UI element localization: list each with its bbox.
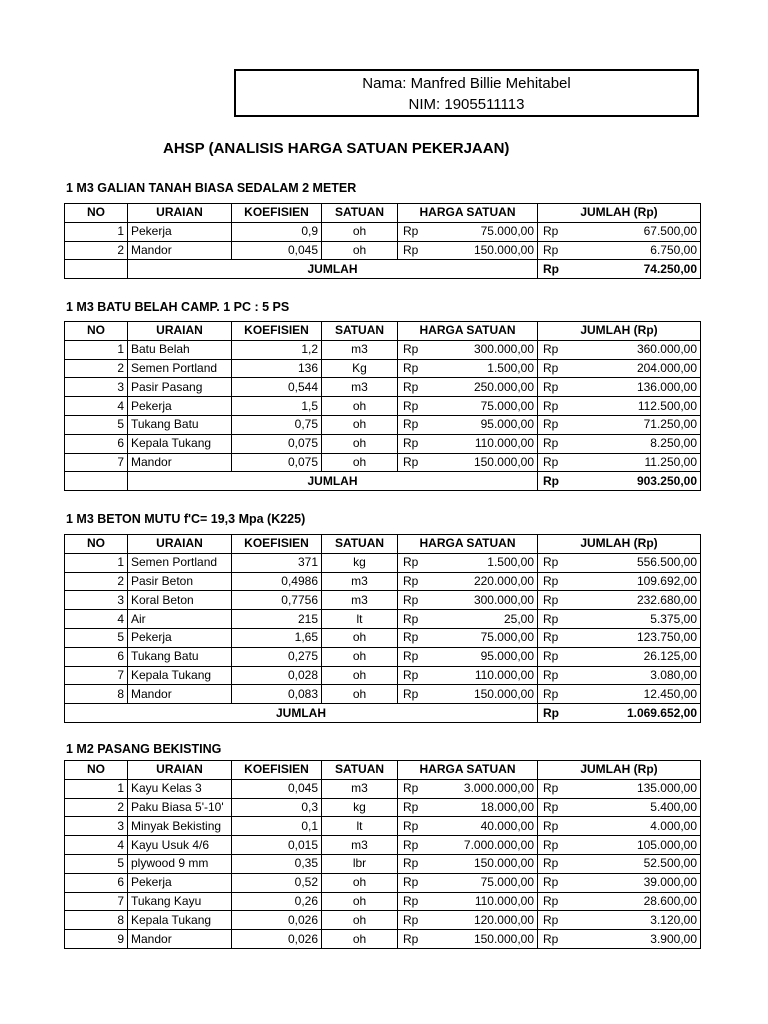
cell-jumlah: 123.750,00 <box>566 628 701 647</box>
cell-uraian: Minyak Bekisting <box>128 817 232 836</box>
table-row <box>65 628 701 647</box>
cell-jumlah: 3.900,00 <box>566 930 701 949</box>
cell-uraian: Pasir Beton <box>128 572 232 591</box>
cell-no: 7 <box>65 892 128 911</box>
cell-harga-currency: Rp <box>398 666 426 685</box>
total-currency: Rp <box>538 472 566 491</box>
cell-harga-currency: Rp <box>398 434 426 453</box>
cell-koefisien: 1,65 <box>232 628 322 647</box>
cell-jumlah-currency: Rp <box>538 647 566 666</box>
total-label: JUMLAH <box>65 704 538 723</box>
cell-no: 4 <box>65 397 128 416</box>
cell-uraian: Kayu Usuk 4/6 <box>128 836 232 855</box>
cell-jumlah: 135.000,00 <box>566 779 701 798</box>
cell-jumlah: 556.500,00 <box>566 553 701 572</box>
total-label: JUMLAH <box>128 472 538 491</box>
cell-satuan: m3 <box>322 591 398 610</box>
cell-harga-currency: Rp <box>398 359 426 378</box>
cell-harga-currency: Rp <box>398 610 426 629</box>
cell-satuan: oh <box>322 647 398 666</box>
cell-jumlah-currency: Rp <box>538 873 566 892</box>
cell-harga-currency: Rp <box>398 572 426 591</box>
cell-satuan: oh <box>322 241 398 260</box>
cell-harga-currency: Rp <box>398 222 426 241</box>
cell-jumlah: 109.692,00 <box>566 572 701 591</box>
cell-koefisien: 0,52 <box>232 873 322 892</box>
total-amount: 74.250,00 <box>566 260 701 279</box>
header-harga-satuan: HARGA SATUAN <box>398 204 538 223</box>
cell-koefisien: 0,045 <box>232 779 322 798</box>
cell-koefisien: 0,275 <box>232 647 322 666</box>
cell-harga-currency: Rp <box>398 873 426 892</box>
cell-koefisien: 0,075 <box>232 434 322 453</box>
ahsp-table <box>64 534 701 723</box>
header-satuan: SATUAN <box>322 535 398 554</box>
cell-koefisien: 0,026 <box>232 911 322 930</box>
cell-koefisien: 0,083 <box>232 685 322 704</box>
cell-satuan: oh <box>322 434 398 453</box>
ahsp-table <box>64 203 701 279</box>
cell-no: 2 <box>65 798 128 817</box>
total-spacer <box>65 472 128 491</box>
cell-jumlah-currency: Rp <box>538 434 566 453</box>
header-harga-satuan: HARGA SATUAN <box>398 761 538 780</box>
cell-no: 6 <box>65 873 128 892</box>
cell-uraian: Mandor <box>128 453 232 472</box>
cell-harga: 95.000,00 <box>426 415 538 434</box>
cell-jumlah: 360.000,00 <box>566 340 701 359</box>
cell-jumlah: 11.250,00 <box>566 453 701 472</box>
table-row <box>65 873 701 892</box>
table-row <box>65 836 701 855</box>
cell-uraian: Kepala Tukang <box>128 434 232 453</box>
total-label: JUMLAH <box>128 260 538 279</box>
total-row <box>65 472 701 491</box>
cell-satuan: kg <box>322 798 398 817</box>
cell-jumlah: 105.000,00 <box>566 836 701 855</box>
cell-harga-currency: Rp <box>398 647 426 666</box>
cell-no: 2 <box>65 359 128 378</box>
cell-koefisien: 0,028 <box>232 666 322 685</box>
cell-harga-currency: Rp <box>398 241 426 260</box>
cell-harga: 75.000,00 <box>426 397 538 416</box>
cell-jumlah-currency: Rp <box>538 553 566 572</box>
section-title: 1 M3 GALIAN TANAH BIASA SEDALAM 2 METER <box>66 181 357 195</box>
cell-harga: 1.500,00 <box>426 359 538 378</box>
cell-no: 6 <box>65 647 128 666</box>
cell-jumlah: 232.680,00 <box>566 591 701 610</box>
cell-jumlah: 26.125,00 <box>566 647 701 666</box>
cell-harga: 150.000,00 <box>426 930 538 949</box>
table-row <box>65 817 701 836</box>
cell-uraian: Pekerja <box>128 628 232 647</box>
cell-harga: 3.000.000,00 <box>426 779 538 798</box>
table-row <box>65 779 701 798</box>
cell-harga-currency: Rp <box>398 911 426 930</box>
cell-jumlah-currency: Rp <box>538 591 566 610</box>
cell-koefisien: 1,5 <box>232 397 322 416</box>
total-amount: 903.250,00 <box>566 472 701 491</box>
cell-jumlah-currency: Rp <box>538 222 566 241</box>
cell-jumlah: 204.000,00 <box>566 359 701 378</box>
section-title: 1 M3 BETON MUTU f'C= 19,3 Mpa (K225) <box>66 512 306 526</box>
cell-uraian: plywood 9 mm <box>128 854 232 873</box>
cell-jumlah: 71.250,00 <box>566 415 701 434</box>
cell-satuan: oh <box>322 911 398 930</box>
cell-jumlah-currency: Rp <box>538 779 566 798</box>
cell-koefisien: 0,26 <box>232 892 322 911</box>
header-koefisien: KOEFISIEN <box>232 535 322 554</box>
cell-satuan: oh <box>322 222 398 241</box>
table-row <box>65 340 701 359</box>
cell-harga-currency: Rp <box>398 453 426 472</box>
cell-harga: 75.000,00 <box>426 873 538 892</box>
cell-harga-currency: Rp <box>398 798 426 817</box>
cell-koefisien: 0,015 <box>232 836 322 855</box>
cell-satuan: oh <box>322 873 398 892</box>
cell-no: 2 <box>65 572 128 591</box>
cell-satuan: oh <box>322 666 398 685</box>
table-row <box>65 610 701 629</box>
cell-jumlah-currency: Rp <box>538 378 566 397</box>
cell-harga: 95.000,00 <box>426 647 538 666</box>
table-row <box>65 647 701 666</box>
cell-jumlah: 4.000,00 <box>566 817 701 836</box>
cell-harga: 110.000,00 <box>426 666 538 685</box>
cell-satuan: Kg <box>322 359 398 378</box>
cell-koefisien: 0,9 <box>232 222 322 241</box>
cell-satuan: lbr <box>322 854 398 873</box>
header-jumlah: JUMLAH (Rp) <box>538 322 701 341</box>
section-title: 1 M2 PASANG BEKISTING <box>66 742 222 756</box>
cell-uraian: Pasir Pasang <box>128 378 232 397</box>
cell-uraian: Semen Portland <box>128 553 232 572</box>
header-jumlah: JUMLAH (Rp) <box>538 535 701 554</box>
cell-no: 8 <box>65 911 128 930</box>
student-nim: NIM: 1905511113 <box>408 96 525 113</box>
table-header-row <box>65 535 701 554</box>
header-jumlah: JUMLAH (Rp) <box>538 204 701 223</box>
cell-no: 8 <box>65 685 128 704</box>
header-no: NO <box>65 535 128 554</box>
cell-harga-currency: Rp <box>398 340 426 359</box>
cell-harga: 120.000,00 <box>426 911 538 930</box>
table-row <box>65 798 701 817</box>
cell-jumlah: 52.500,00 <box>566 854 701 873</box>
cell-harga-currency: Rp <box>398 930 426 949</box>
cell-no: 1 <box>65 222 128 241</box>
cell-uraian: Kayu Kelas 3 <box>128 779 232 798</box>
cell-koefisien: 0,026 <box>232 930 322 949</box>
cell-no: 1 <box>65 340 128 359</box>
ahsp-table <box>64 321 701 491</box>
cell-jumlah: 39.000,00 <box>566 873 701 892</box>
cell-satuan: oh <box>322 415 398 434</box>
cell-no: 5 <box>65 628 128 647</box>
table-row <box>65 453 701 472</box>
table-row <box>65 892 701 911</box>
cell-jumlah: 112.500,00 <box>566 397 701 416</box>
cell-satuan: m3 <box>322 340 398 359</box>
cell-koefisien: 0,045 <box>232 241 322 260</box>
total-amount: 1.069.652,00 <box>566 704 701 723</box>
cell-jumlah-currency: Rp <box>538 572 566 591</box>
cell-koefisien: 0,35 <box>232 854 322 873</box>
cell-harga-currency: Rp <box>398 397 426 416</box>
cell-jumlah: 8.250,00 <box>566 434 701 453</box>
cell-koefisien: 215 <box>232 610 322 629</box>
cell-harga: 150.000,00 <box>426 685 538 704</box>
cell-uraian: Pekerja <box>128 873 232 892</box>
cell-uraian: Mandor <box>128 930 232 949</box>
total-currency: Rp <box>538 260 566 279</box>
table-row <box>65 434 701 453</box>
cell-harga-currency: Rp <box>398 591 426 610</box>
cell-harga: 25,00 <box>426 610 538 629</box>
header-no: NO <box>65 322 128 341</box>
cell-jumlah: 12.450,00 <box>566 685 701 704</box>
cell-harga-currency: Rp <box>398 378 426 397</box>
header-koefisien: KOEFISIEN <box>232 322 322 341</box>
total-spacer <box>65 260 128 279</box>
cell-jumlah-currency: Rp <box>538 685 566 704</box>
ahsp-table <box>64 760 701 949</box>
cell-uraian: Tukang Batu <box>128 415 232 434</box>
cell-jumlah-currency: Rp <box>538 415 566 434</box>
cell-no: 3 <box>65 817 128 836</box>
table-row <box>65 572 701 591</box>
cell-satuan: oh <box>322 685 398 704</box>
header-satuan: SATUAN <box>322 761 398 780</box>
cell-jumlah-currency: Rp <box>538 817 566 836</box>
cell-no: 2 <box>65 241 128 260</box>
total-row <box>65 704 701 723</box>
cell-satuan: m3 <box>322 836 398 855</box>
total-currency: Rp <box>538 704 566 723</box>
cell-harga: 40.000,00 <box>426 817 538 836</box>
cell-harga: 300.000,00 <box>426 591 538 610</box>
cell-harga: 7.000.000,00 <box>426 836 538 855</box>
cell-jumlah-currency: Rp <box>538 628 566 647</box>
cell-harga-currency: Rp <box>398 685 426 704</box>
cell-uraian: Batu Belah <box>128 340 232 359</box>
cell-no: 7 <box>65 453 128 472</box>
header-no: NO <box>65 204 128 223</box>
cell-harga: 300.000,00 <box>426 340 538 359</box>
cell-harga-currency: Rp <box>398 817 426 836</box>
cell-harga: 250.000,00 <box>426 378 538 397</box>
cell-no: 1 <box>65 553 128 572</box>
table-row <box>65 553 701 572</box>
cell-satuan: oh <box>322 453 398 472</box>
cell-koefisien: 0,1 <box>232 817 322 836</box>
cell-satuan: oh <box>322 397 398 416</box>
cell-jumlah-currency: Rp <box>538 610 566 629</box>
cell-harga: 150.000,00 <box>426 241 538 260</box>
cell-jumlah-currency: Rp <box>538 359 566 378</box>
cell-harga: 220.000,00 <box>426 572 538 591</box>
cell-uraian: Mandor <box>128 241 232 260</box>
cell-jumlah: 67.500,00 <box>566 222 701 241</box>
header-no: NO <box>65 761 128 780</box>
cell-uraian: Tukang Batu <box>128 647 232 666</box>
cell-jumlah-currency: Rp <box>538 892 566 911</box>
cell-jumlah-currency: Rp <box>538 340 566 359</box>
cell-uraian: Kepala Tukang <box>128 911 232 930</box>
table-row <box>65 222 701 241</box>
cell-harga-currency: Rp <box>398 779 426 798</box>
cell-jumlah: 28.600,00 <box>566 892 701 911</box>
cell-harga-currency: Rp <box>398 854 426 873</box>
cell-jumlah: 3.080,00 <box>566 666 701 685</box>
cell-harga: 75.000,00 <box>426 222 538 241</box>
table-row <box>65 359 701 378</box>
cell-jumlah-currency: Rp <box>538 453 566 472</box>
table-header-row <box>65 322 701 341</box>
header-koefisien: KOEFISIEN <box>232 204 322 223</box>
cell-satuan: kg <box>322 553 398 572</box>
section-title: 1 M3 BATU BELAH CAMP. 1 PC : 5 PS <box>66 300 290 314</box>
cell-satuan: m3 <box>322 572 398 591</box>
header-uraian: URAIAN <box>128 761 232 780</box>
cell-koefisien: 0,544 <box>232 378 322 397</box>
table-row <box>65 930 701 949</box>
cell-no: 9 <box>65 930 128 949</box>
table-row <box>65 241 701 260</box>
cell-jumlah: 5.400,00 <box>566 798 701 817</box>
cell-koefisien: 0,4986 <box>232 572 322 591</box>
cell-uraian: Pekerja <box>128 222 232 241</box>
cell-uraian: Semen Portland <box>128 359 232 378</box>
header-harga-satuan: HARGA SATUAN <box>398 535 538 554</box>
student-info-box <box>234 69 699 117</box>
cell-no: 5 <box>65 415 128 434</box>
cell-jumlah-currency: Rp <box>538 666 566 685</box>
cell-no: 7 <box>65 666 128 685</box>
cell-satuan: lt <box>322 817 398 836</box>
table-row <box>65 415 701 434</box>
cell-jumlah: 6.750,00 <box>566 241 701 260</box>
header-jumlah: JUMLAH (Rp) <box>538 761 701 780</box>
cell-harga: 110.000,00 <box>426 434 538 453</box>
cell-harga: 75.000,00 <box>426 628 538 647</box>
cell-uraian: Mandor <box>128 685 232 704</box>
cell-uraian: Air <box>128 610 232 629</box>
table-row <box>65 591 701 610</box>
header-uraian: URAIAN <box>128 322 232 341</box>
student-name: Nama: Manfred Billie Mehitabel <box>362 75 571 92</box>
cell-uraian: Tukang Kayu <box>128 892 232 911</box>
page-title: AHSP (ANALISIS HARGA SATUAN PEKERJAAN) <box>163 140 510 157</box>
cell-harga: 150.000,00 <box>426 453 538 472</box>
cell-no: 6 <box>65 434 128 453</box>
cell-harga-currency: Rp <box>398 628 426 647</box>
cell-no: 4 <box>65 836 128 855</box>
cell-no: 5 <box>65 854 128 873</box>
cell-satuan: m3 <box>322 378 398 397</box>
cell-jumlah: 136.000,00 <box>566 378 701 397</box>
cell-harga: 18.000,00 <box>426 798 538 817</box>
cell-harga-currency: Rp <box>398 415 426 434</box>
cell-uraian: Pekerja <box>128 397 232 416</box>
header-harga-satuan: HARGA SATUAN <box>398 322 538 341</box>
table-row <box>65 685 701 704</box>
cell-harga-currency: Rp <box>398 836 426 855</box>
cell-jumlah-currency: Rp <box>538 241 566 260</box>
table-row <box>65 854 701 873</box>
cell-satuan: m3 <box>322 779 398 798</box>
header-koefisien: KOEFISIEN <box>232 761 322 780</box>
cell-no: 3 <box>65 591 128 610</box>
cell-koefisien: 0,75 <box>232 415 322 434</box>
cell-harga: 1.500,00 <box>426 553 538 572</box>
cell-jumlah-currency: Rp <box>538 836 566 855</box>
cell-jumlah: 3.120,00 <box>566 911 701 930</box>
cell-jumlah-currency: Rp <box>538 911 566 930</box>
cell-jumlah-currency: Rp <box>538 397 566 416</box>
total-row <box>65 260 701 279</box>
cell-satuan: oh <box>322 628 398 647</box>
header-uraian: URAIAN <box>128 535 232 554</box>
header-uraian: URAIAN <box>128 204 232 223</box>
cell-uraian: Paku Biasa 5'-10' <box>128 798 232 817</box>
cell-harga: 150.000,00 <box>426 854 538 873</box>
cell-satuan: oh <box>322 930 398 949</box>
cell-koefisien: 371 <box>232 553 322 572</box>
header-satuan: SATUAN <box>322 322 398 341</box>
table-row <box>65 911 701 930</box>
cell-uraian: Kepala Tukang <box>128 666 232 685</box>
cell-harga-currency: Rp <box>398 553 426 572</box>
cell-koefisien: 0,7756 <box>232 591 322 610</box>
cell-jumlah: 5.375,00 <box>566 610 701 629</box>
cell-harga: 110.000,00 <box>426 892 538 911</box>
cell-satuan: lt <box>322 610 398 629</box>
table-header-row <box>65 204 701 223</box>
cell-jumlah-currency: Rp <box>538 930 566 949</box>
table-header-row <box>65 761 701 780</box>
cell-koefisien: 0,3 <box>232 798 322 817</box>
header-satuan: SATUAN <box>322 204 398 223</box>
cell-jumlah-currency: Rp <box>538 854 566 873</box>
cell-koefisien: 0,075 <box>232 453 322 472</box>
cell-jumlah-currency: Rp <box>538 798 566 817</box>
cell-no: 3 <box>65 378 128 397</box>
cell-uraian: Koral Beton <box>128 591 232 610</box>
cell-satuan: oh <box>322 892 398 911</box>
cell-koefisien: 1,2 <box>232 340 322 359</box>
cell-koefisien: 136 <box>232 359 322 378</box>
cell-harga-currency: Rp <box>398 892 426 911</box>
table-row <box>65 378 701 397</box>
table-row <box>65 397 701 416</box>
table-row <box>65 666 701 685</box>
cell-no: 1 <box>65 779 128 798</box>
cell-no: 4 <box>65 610 128 629</box>
